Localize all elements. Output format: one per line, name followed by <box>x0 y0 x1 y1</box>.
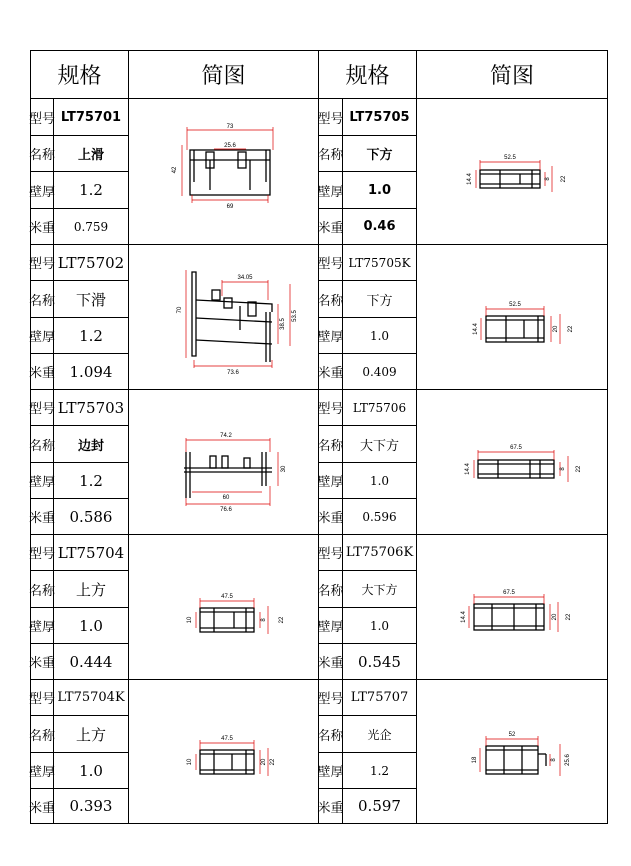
weight-value: 0.596 <box>362 509 397 524</box>
label-model: 型号 <box>29 111 56 127</box>
model-value: LT75704 <box>57 543 125 562</box>
label-name: 名称 <box>29 293 56 309</box>
label-wall: 壁厚 <box>317 475 344 490</box>
label-wall: 壁厚 <box>317 330 344 345</box>
dim-right2: 22 <box>566 613 572 621</box>
wall-value: 1.2 <box>79 181 103 199</box>
profile-diagram-lt75705k <box>473 302 574 344</box>
dim-right1: 8 <box>560 467 566 471</box>
profile-diagram-lt75702 <box>177 270 298 376</box>
label-model: 型号 <box>317 547 344 562</box>
wall-value: 1.2 <box>369 763 390 778</box>
label-weight: 米重 <box>29 511 56 526</box>
name-value: 上方 <box>75 725 106 744</box>
dim-width: 67.5 <box>503 590 515 596</box>
dim-right2: 22 <box>279 616 285 624</box>
profile-diagram-lt75704k <box>187 736 276 776</box>
dim-left: 10 <box>187 616 193 624</box>
name-value: 大下方 <box>361 582 398 597</box>
label-wall: 壁厚 <box>317 765 344 780</box>
wall-value: 1.0 <box>369 473 390 488</box>
dim-right2: 53.5 <box>292 310 298 322</box>
label-model: 型号 <box>317 402 344 417</box>
dim-right1: 8 <box>551 758 557 762</box>
dim-right: 30 <box>281 465 287 473</box>
dim-left: 14.4 <box>473 323 479 335</box>
profile-diagram-lt75706 <box>465 445 582 482</box>
dim-right2: 22 <box>561 175 567 183</box>
dim-bottom: 69 <box>226 204 234 210</box>
dim-width: 47.5 <box>221 594 233 600</box>
dim-width: 67.5 <box>510 445 522 451</box>
name-value: 下方 <box>366 293 393 309</box>
label-model: 型号 <box>29 692 56 707</box>
dim-left: 14.4 <box>461 611 467 623</box>
model-value: LT75706K <box>345 545 414 560</box>
label-model: 型号 <box>29 402 56 417</box>
profile-diagram-lt75706k <box>461 590 572 632</box>
label-model: 型号 <box>317 692 344 707</box>
model-value: LT75703 <box>57 398 125 417</box>
label-wall: 壁厚 <box>317 620 344 635</box>
wall-value: 1.2 <box>79 326 103 345</box>
label-name: 名称 <box>29 438 56 454</box>
wall-value: 1.0 <box>79 761 103 780</box>
profile-diagram-lt75707 <box>472 732 571 776</box>
dim-width: 52.5 <box>504 155 516 161</box>
label-wall: 壁厚 <box>29 184 56 200</box>
dim-bottom1: 60 <box>222 495 230 501</box>
label-name: 名称 <box>317 583 344 599</box>
dim-right2: 22 <box>270 758 276 766</box>
name-value: 上滑 <box>77 148 104 163</box>
dim-top: 74.2 <box>220 433 232 439</box>
model-value: LT75706 <box>352 400 407 415</box>
dim-right2: 22 <box>576 465 582 473</box>
name-value: 大下方 <box>359 438 399 454</box>
dim-left: 18 <box>472 756 478 764</box>
label-name: 名称 <box>317 148 344 163</box>
weight-value: 0.545 <box>358 652 401 671</box>
label-wall: 壁厚 <box>317 184 344 200</box>
dim-left: 14.4 <box>465 463 471 475</box>
weight-value: 0.597 <box>358 797 401 815</box>
dim-height: 42 <box>172 166 178 174</box>
profile-diagram-lt75701 <box>172 124 273 210</box>
label-wall: 壁厚 <box>29 330 56 345</box>
header-diagram-left: 简图 <box>201 64 246 89</box>
name-value: 下方 <box>366 148 393 163</box>
label-weight: 米重 <box>29 800 56 816</box>
profile-diagram-lt75705 <box>467 155 567 192</box>
weight-value: 0.759 <box>73 219 109 234</box>
dim-bottom2: 76.6 <box>220 507 232 513</box>
dim-inner: 25.6 <box>224 143 236 149</box>
model-value: LT75701 <box>60 109 122 125</box>
profile-diagram-lt75703 <box>184 433 287 513</box>
dim-right1: 20 <box>552 613 558 621</box>
weight-value: 0.46 <box>363 219 396 234</box>
wall-value: 1.0 <box>369 618 390 633</box>
dim-width: 52 <box>508 732 516 738</box>
dim-left: 10 <box>187 758 193 766</box>
label-weight: 米重 <box>317 221 344 236</box>
label-model: 型号 <box>317 257 344 272</box>
dim-width: 47.5 <box>221 736 233 742</box>
wall-value: 1.2 <box>79 471 103 490</box>
dim-right2: 25.6 <box>565 754 571 766</box>
weight-value: 0.444 <box>69 652 113 671</box>
label-weight: 米重 <box>317 656 344 671</box>
dim-right1: 8 <box>261 618 267 622</box>
name-value: 边封 <box>77 438 104 454</box>
dim-right2: 22 <box>568 325 574 333</box>
label-wall: 壁厚 <box>29 765 56 780</box>
dim-width: 52.5 <box>509 302 521 308</box>
name-value: 上方 <box>75 580 106 599</box>
model-value: LT75707 <box>350 690 409 705</box>
weight-value: 0.586 <box>69 507 113 526</box>
weight-value: 0.393 <box>69 797 113 815</box>
name-value: 下滑 <box>75 290 106 309</box>
label-weight: 米重 <box>29 366 56 381</box>
label-model: 型号 <box>29 257 56 272</box>
profile-diagram-lt75704 <box>187 594 285 634</box>
label-weight: 米重 <box>317 511 344 526</box>
header-spec-right: 规格 <box>345 64 390 89</box>
header-spec-left: 规格 <box>57 64 102 89</box>
dim-width: 73 <box>226 124 234 130</box>
label-name: 名称 <box>317 728 344 744</box>
model-value: LT75705K <box>348 255 411 270</box>
label-wall: 壁厚 <box>29 620 56 635</box>
label-wall: 壁厚 <box>29 475 56 490</box>
label-name: 名称 <box>317 438 344 454</box>
label-model: 型号 <box>317 111 344 127</box>
dim-right1: 38.5 <box>280 318 286 330</box>
model-value: LT75704K <box>57 690 125 705</box>
label-name: 名称 <box>29 583 56 599</box>
label-weight: 米重 <box>29 221 56 236</box>
wall-value: 1.0 <box>79 616 103 635</box>
wall-value: 1.0 <box>367 182 392 198</box>
dim-right1: 20 <box>261 758 267 766</box>
label-model: 型号 <box>29 547 56 562</box>
dim-right1: 20 <box>553 325 559 333</box>
weight-value: 1.094 <box>69 362 113 381</box>
dim-top: 34.05 <box>237 275 253 281</box>
weight-value: 0.409 <box>362 364 397 379</box>
label-name: 名称 <box>29 728 56 744</box>
dim-bottom: 73.6 <box>227 370 239 376</box>
dim-height: 70 <box>177 306 183 314</box>
label-weight: 米重 <box>317 800 344 816</box>
dim-right1: 8 <box>545 177 551 181</box>
wall-value: 1.0 <box>369 328 390 343</box>
label-weight: 米重 <box>317 366 344 381</box>
label-name: 名称 <box>29 148 56 163</box>
model-value: LT75702 <box>57 253 125 272</box>
label-weight: 米重 <box>29 656 56 671</box>
model-value: LT75705 <box>349 109 410 125</box>
name-value: 光企 <box>367 727 392 742</box>
dim-left: 14.4 <box>467 173 473 185</box>
header-diagram-right: 简图 <box>489 64 534 89</box>
label-name: 名称 <box>317 293 344 309</box>
